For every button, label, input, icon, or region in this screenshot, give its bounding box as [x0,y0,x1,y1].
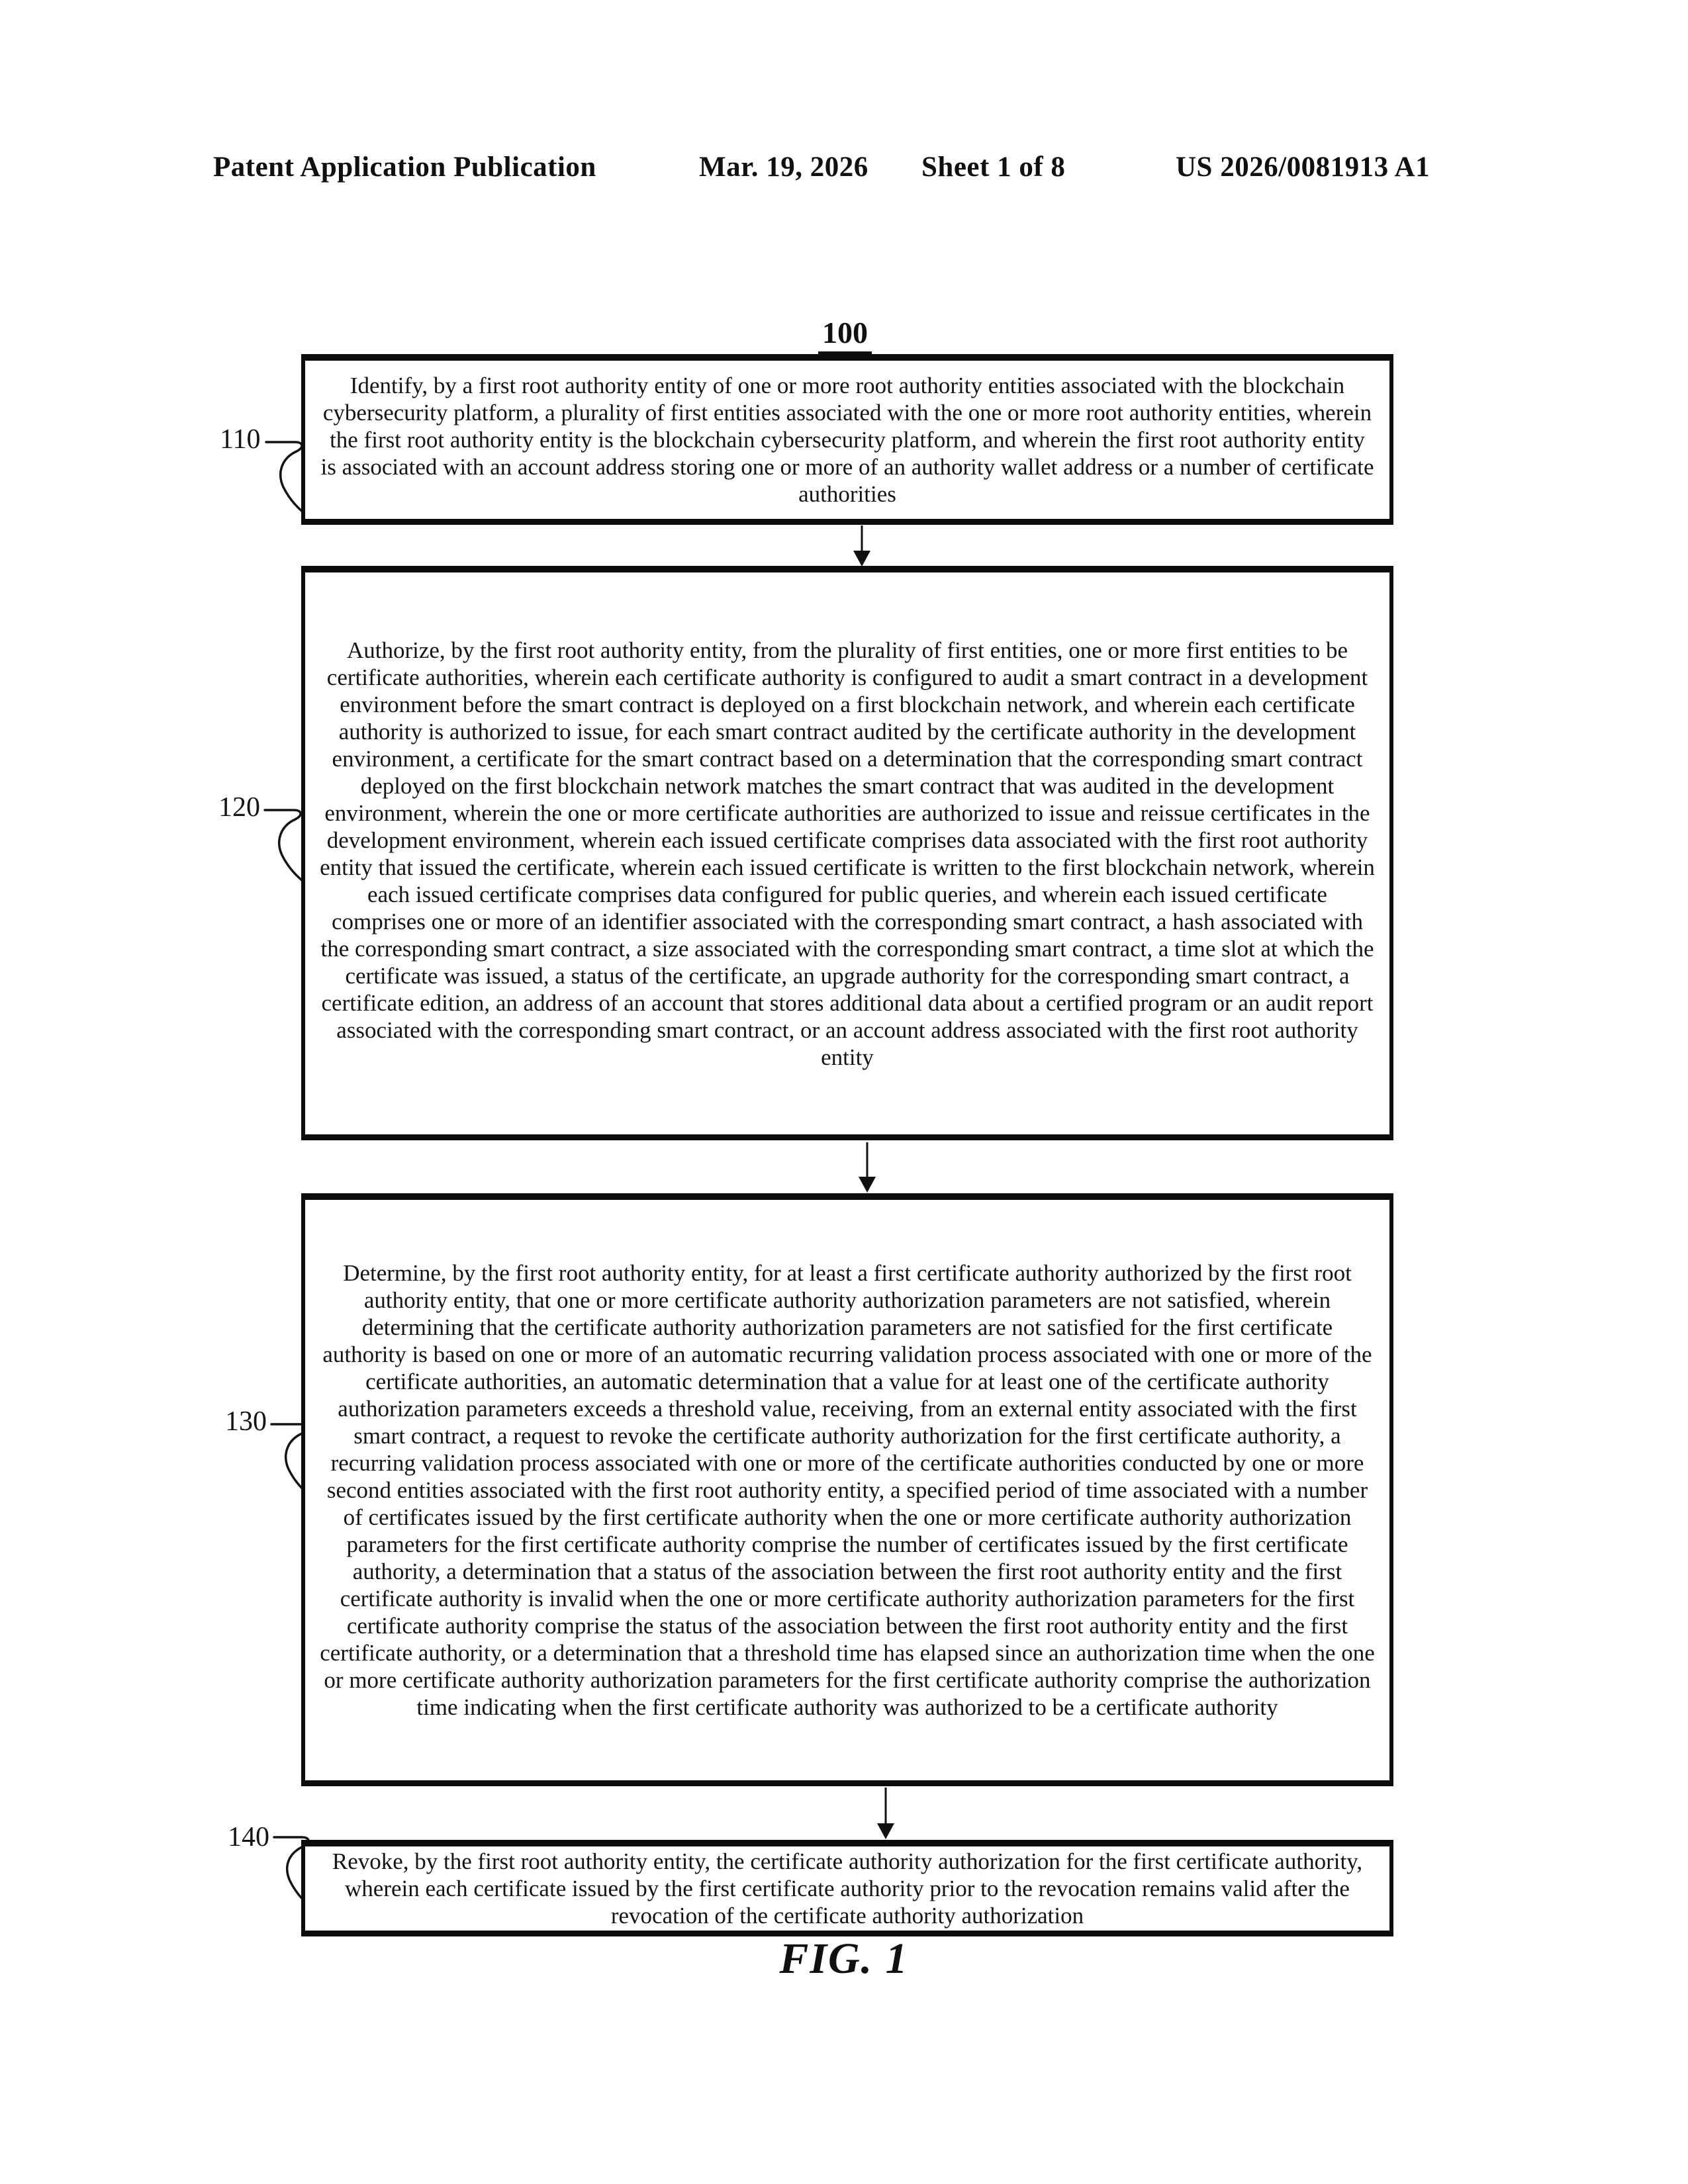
ref-number-140: 140 [228,1822,269,1852]
header-sheet-number: Sheet 1 of 8 [921,152,1066,183]
flow-arrow-down-1 [851,525,872,567]
flow-arrow-down-2 [857,1142,878,1193]
leader-path [265,810,302,880]
flow-step-box-120 [301,566,1393,1140]
leader-path [266,442,303,512]
arrowhead-icon [877,1823,894,1839]
arrowhead-icon [859,1177,876,1193]
leader-line-120 [263,799,306,884]
ref-number-120: 120 [218,792,260,823]
arrowhead-icon [853,551,870,567]
flow-step-box-130 [301,1193,1393,1786]
ref-number-110: 110 [220,424,261,455]
figure-number: 100 [818,315,872,356]
step-text-130: Determine, by the first root authority entity, for at least a first certificate authority authorized by the first root authority entity, that one or more certificate authority authorization parameters are not satisfied, wherein determining that the certificate authority authorization parameters are not satisfied for the first certificate authority is based on one or more of an automatic recurring validation process associated with one or more of the certificate authorities, an automatic determination that a value for at least one of the certificate authority authorization parameters exceeds a threshold value, receiving, from an external entity associated with the first smart contract, a request to revoke the certificate authority authorization for the first certificate authority, a recurring validation process associated with one or more of the certificate authorities conducted by one or more second entities associated with the first root authority entity, a specified period of time associated with a number of certificates issued by the first certificate authority when the one or more certificate authority authorization parameters for the first certificate authority comprise the number of certificates issued by the first certificate authority, a determination that a status of the association between the first root authority entity and the first certificate authority is invalid when the one or more certificate authority authorization parameters for the first certificate authority comprise the status of the association between the first root authority entity and the first certificate authority, or a determination that a threshold time has elapsed since an authorization time when the one or more certificate authority authorization parameters for the first certificate authority comprise the authorization time indicating when the first certificate authority was authorized to be a certificate authority [320,1260,1375,1720]
header-publication-date: Mar. 19, 2026 [699,152,868,183]
flow-arrow-down-3 [875,1788,896,1839]
figure-caption: FIG. 1 [779,1934,909,1983]
step-text-140: Revoke, by the first root authority entity, the certificate authority authorization for the first certificate authority, wherein each certificate issued by the first certificate authority prior to the revocation remains valid after the revocation of the certificate authority authorization [332,1848,1363,1929]
step-text-120: Authorize, by the first root authority entity, from the plurality of first entities, one or more first entities to be certificate authorities, wherein each certificate authority is configured to audit a smart contract in a development environment before the smart contract is deployed on a first blockchain network, and wherein each certificate authority is authorized to issue, for each smart contract audited by the certificate authority in the development environment, a certificate for the smart contract based on a determination that the corresponding smart contract deployed on the first blockchain network matches the smart contract that was audited in the development environment, wherein the one or more certificate authorities are authorized to issue and reissue certificates in the development environment, wherein each issued certificate comprises data associated with the first root authority entity that issued the certificate, wherein each issued certificate is written to the first blockchain network, wherein each issued certificate comprises data configured for public queries, and wherein each issued certificate comprises one or more of an identifier associated with the corresponding smart contract, a hash associated with the corresponding smart contract, a size associated with the corresponding smart contract, a time slot at which the certificate was issued, a status of the certificate, an upgrade authority for the corresponding smart contract, a certificate edition, an address of an account that stores additional data about a certified program or an audit report associated with the corresponding smart contract, or an account address associated with the first root authority entity [320,637,1375,1070]
header-publication-number: US 2026/0081913 A1 [1176,152,1430,183]
ref-number-130: 130 [225,1406,267,1437]
step-text-110: Identify, by a first root authority entity of one or more root authority entities associated with the blockchain cybersecurity platform, a plurality of first entities associated with the one or more root authority entities, wherein the first root authority entity is the blockchain cybersecurity platform, and wherein the first root authority entity is associated with an account address storing one or more of an authority wallet address or a number of certificate authorities [320,373,1374,507]
header-publication-type: Patent Application Publication [213,152,596,183]
flow-step-box-140 [301,1840,1393,1936]
flow-step-box-110 [301,354,1393,525]
